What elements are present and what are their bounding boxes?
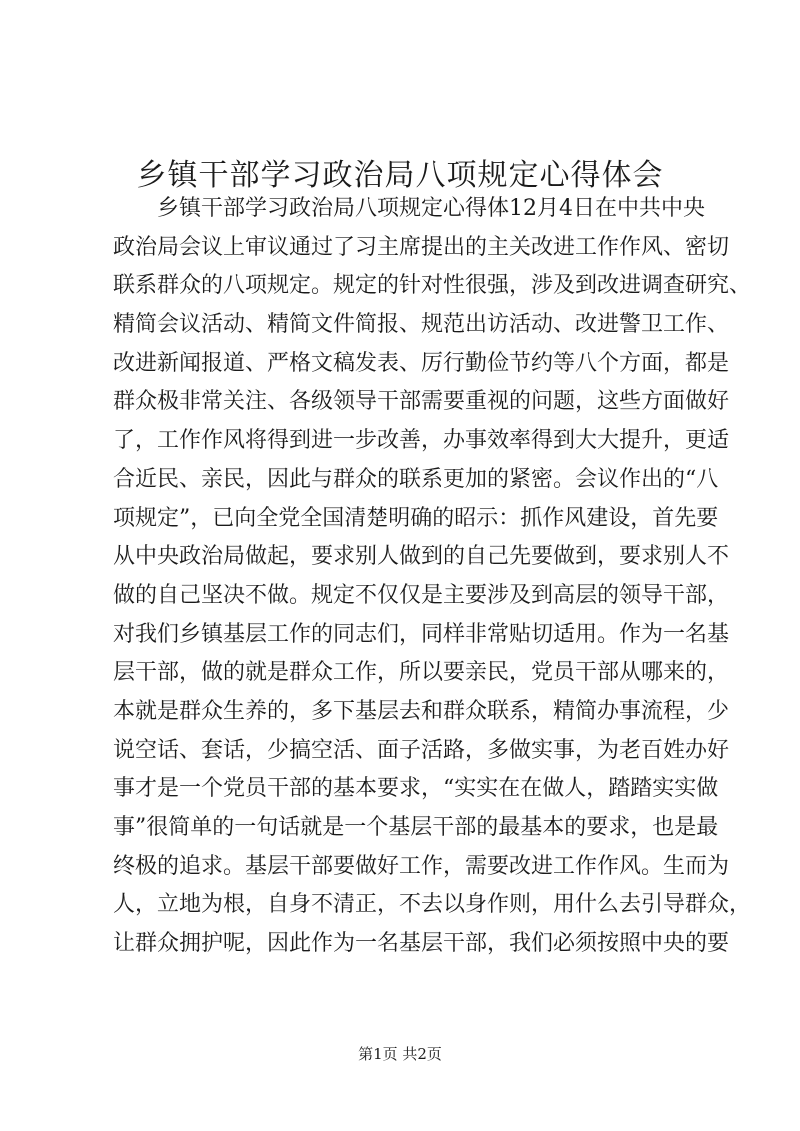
body-line: 项规定”，已向全党全国清楚明确的昭示：抓作风建设，首先要 <box>113 505 719 531</box>
body-line: 群众极非常关注、各级领导干部需要重视的问题，这些方面做好 <box>113 389 730 415</box>
body-line: 精简会议活动、精简文件简报、规范出访活动、改进警卫工作、 <box>113 312 730 338</box>
body-line: 乡镇干部学习政治局八项规定心得体12月4日在中共中央 <box>157 196 705 221</box>
body-line: 事”很简单的一句话就是一个基层干部的最基本的要求，也是最 <box>113 815 719 840</box>
body-line: 政治局会议上审议通过了习主席提出的主关改进工作作风、密切 <box>113 234 730 260</box>
body-line: 了，工作作风将得到进一步改善，办事效率得到大大提升，更适 <box>113 428 730 454</box>
body-line: 改进新闻报道、严格文稿发表、厉行勤俭节约等八个方面，都是 <box>113 350 730 376</box>
page-footer: 第1页 共2页 <box>358 1045 442 1063</box>
body-line: 从中央政治局做起，要求别人做到的自己先要做到，要求别人不 <box>113 544 730 570</box>
body-line: 联系群众的八项规定。规定的针对性很强，涉及到改进调查研究、 <box>113 273 752 299</box>
body-line: 合近民、亲民，因此与群众的联系更加的紧密。会议作出的“八 <box>113 466 719 492</box>
document-body <box>113 190 752 964</box>
body-line: 层干部，做的就是群众工作，所以要亲民，党员干部从哪来的， <box>113 660 730 686</box>
body-line: 让群众拥护呢，因此作为一名基层干部，我们必须按照中央的要 <box>113 931 730 957</box>
body-line: 人，立地为根，自身不清正，不去以身作则，用什么去引导群众， <box>113 892 752 918</box>
body-line: 本就是群众生养的，多下基层去和群众联系，精简办事流程，少 <box>113 698 730 724</box>
body-line: 做的自己坚决不做。规定不仅仅是主要涉及到高层的领导干部， <box>113 582 730 608</box>
document-title: 乡镇干部学习政治局八项规定心得体会 <box>136 158 664 194</box>
body-line: 事才是一个党员干部的基本要求，“实实在在做人，踏踏实实做 <box>113 776 719 802</box>
body-line: 对我们乡镇基层工作的同志们，同样非常贴切适用。作为一名基 <box>113 621 730 647</box>
body-line: 终极的追求。基层干部要做好工作，需要改进工作作风。生而为 <box>113 853 730 879</box>
body-line: 说空话、套话，少搞空活、面子活路，多做实事，为老百姓办好 <box>113 737 730 763</box>
